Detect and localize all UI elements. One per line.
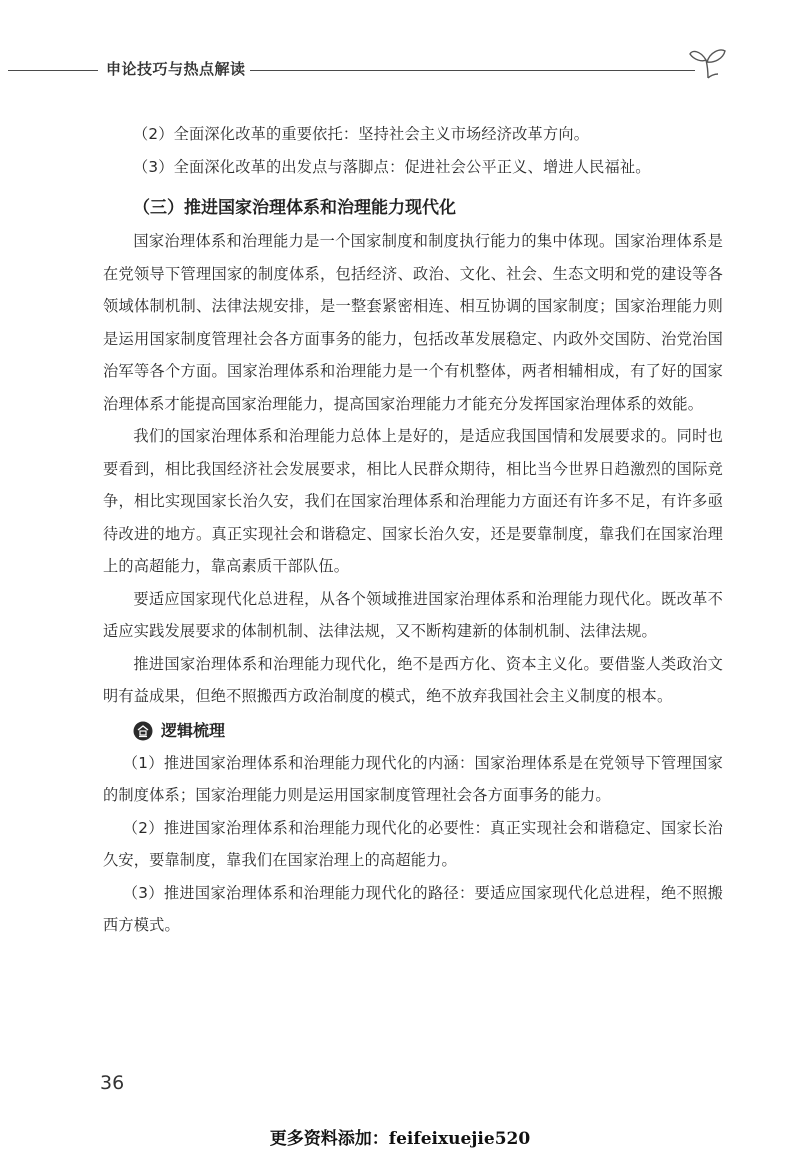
page-number: 36: [100, 1072, 125, 1094]
logic-item: （2）推进国家治理体系和治理能力现代化的必要性：真正实现社会和谐稳定、国家长治久安，要靠制度，靠我们在国家治理上的高超能力。: [103, 818, 723, 869]
body-paragraph: 我们的国家治理体系和治理能力总体上是好的，是适应我国国情和发展要求的。同时也要看到，相比我国经济社会发展要求，相比人民群众期待，相比当今世界日趋激烈的国际竞争，相比实现国家长治久安，我们在国家治理体系和治理能力方面还有许多不足，有许多亟待改进的地方。真正实现社会和谐稳定、国家长治久安，还是要靠制度，靠我们在国家治理上的高超能力，靠高素质干部队伍。: [103, 427, 723, 575]
body-paragraph: 要适应国家现代化总进程，从各个领域推进国家治理体系和治理能力现代化。既改革不适应实践发展要求的体制机制、法律法规，又不断构建新的体制机制、法律法规。: [103, 589, 723, 640]
body-paragraph: 推进国家治理体系和治理能力现代化，绝不是西方化、资本主义化。要借鉴人类政治文明有益成果，但绝不照搬西方政治制度的模式，绝不放弃我国社会主义制度的根本。: [103, 654, 723, 705]
logic-title: 逻辑梳理: [161, 720, 226, 740]
header-rule-left: [8, 70, 98, 71]
sprout-icon: [688, 44, 728, 80]
header-rule-right: [250, 70, 695, 71]
logic-badge-icon: [133, 721, 153, 741]
logic-item: （3）推进国家治理体系和治理能力现代化的路径：要适应国家现代化总进程，绝不照搬西方模式。: [103, 883, 723, 934]
watermark-text: 更多资料添加：feifeixuejie520: [269, 1129, 531, 1149]
header-title: 申论技巧与热点解读: [106, 60, 246, 78]
intro-item: （2）全面深化改革的重要依托：坚持社会主义市场经济改革方向。: [133, 125, 590, 143]
page-header: [0, 52, 800, 92]
body-paragraph: 国家治理体系和治理能力是一个国家制度和制度执行能力的集中体现。国家治理体系是在党领导下管理国家的制度体系，包括经济、政治、文化、社会、生态文明和党的建设等各领域体制机制、法律法规安排，是一整套紧密相连、相互协调的国家制度；国家治理能力则是运用国家制度管理社会各方面事务的能力，包括改革发展稳定、内政外交国防、治党治国治军等各个方面。国家治理体系和治理能力是一个有机整体，两者相辅相成，有了好的国家治理体系才能提高国家治理能力，提高国家治理能力才能充分发挥国家治理体系的效能。: [103, 232, 723, 413]
page-content: [103, 118, 723, 942]
logic-heading: [133, 715, 723, 747]
logic-item: （1）推进国家治理体系和治理能力现代化的内涵：国家治理体系是在党领导下管理国家的制度体系；国家治理能力则是运用国家制度管理社会各方面事务的能力。: [103, 753, 723, 804]
intro-item: （3）全面深化改革的出发点与落脚点：促进社会公平正义、增进人民福祉。: [133, 157, 651, 176]
section-title: （三）推进国家治理体系和治理能力现代化: [133, 198, 456, 218]
